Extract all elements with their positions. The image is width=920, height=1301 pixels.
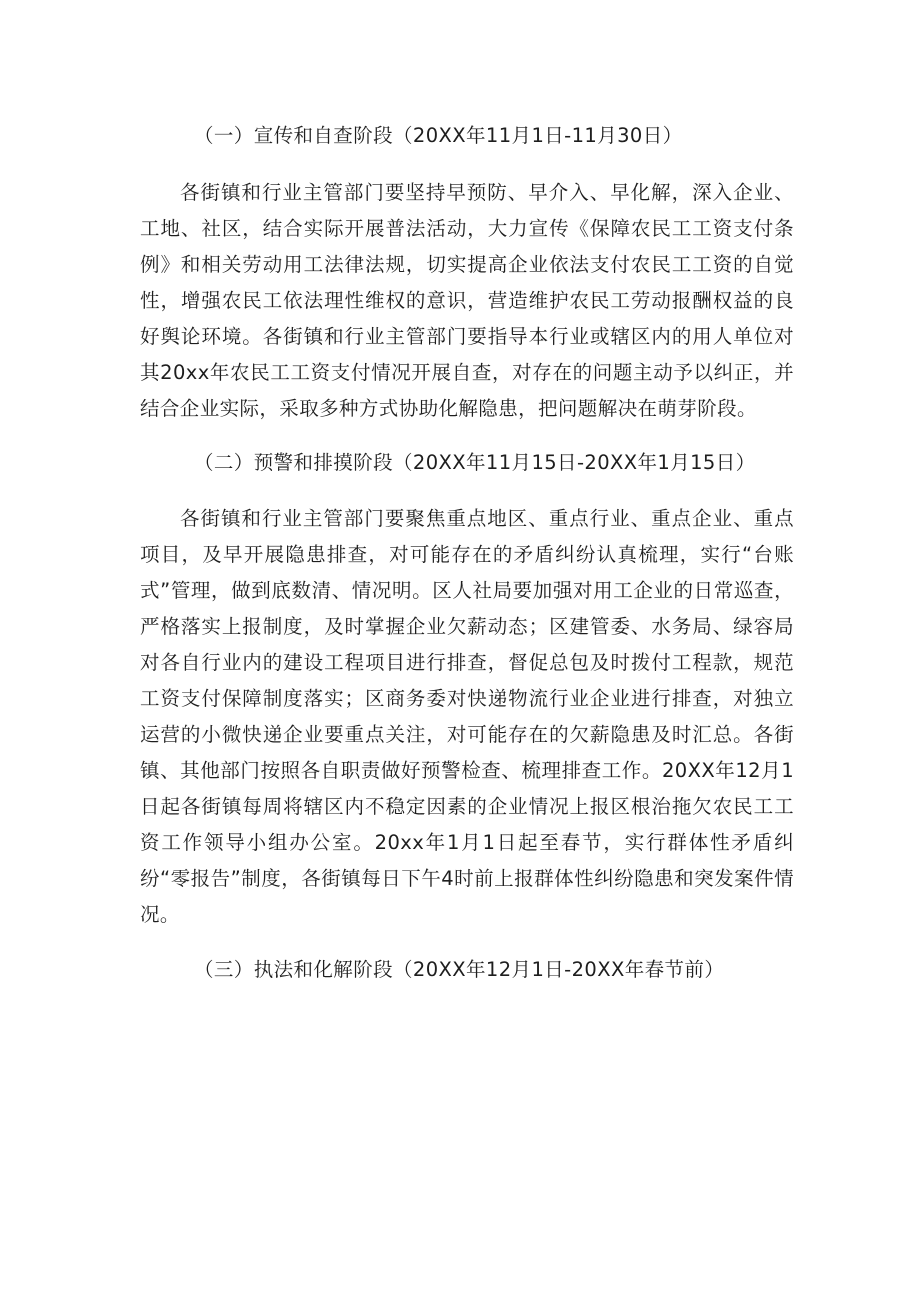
section-paragraph-2: 各街镇和行业主管部门要聚焦重点地区、重点行业、重点企业、重点项目，及早开展隐患排查，对可能存在的矛盾纠纷认真梳理，实行“台账式”管理，做到底数清、情况明。区人社局要加强对用工企业的日常巡查，严格落实上报制度，及时掌握企业欠薪动态；区建管委、水务局、绿容局对各自行业内的建设工程项目进行排查，督促总包及时拨付工程款，规范工资支付保障制度落实；区商务委对快递物流行业企业进行排查，对独立运营的小微快递企业要重点关注，对可能存在的欠薪隐患及时汇总。各街镇、其他部门按照各自职责做好预警检查、梳理排查工作。20XX年12月1日起各街镇每周将辖区内不稳定因素的企业情况上报区根治拖欠农民工工资工作领导小组办公室。20xx年1月1日起至春节，实行群体性矛盾纠纷“零报告”制度，各街镇每日下午4时前上报群体性纠纷隐患和突发案件情况。 bbox=[140, 507, 794, 926]
section-paragraph-1: 各街镇和行业主管部门要坚持早预防、早介入、早化解，深入企业、工地、社区，结合实际开展普法活动，大力宣传《保障农民工工资支付条例》和相关劳动用工法律法规，切实提高企业依法支付农民工工资的自觉性，增强农民工依法理性维权的意识，营造维护农民工劳动报酬权益的良好舆论环境。各街镇和行业主管部门要指导本行业或辖区内的用人单位对其20xx年农民工工资支付情况开展自查，对存在的问题主动予以纠正，并结合企业实际，采取多种方式协助化解隐患，把问题解决在萌芽阶段。 bbox=[140, 181, 794, 420]
document-body bbox=[140, 118, 794, 988]
section-heading-1: （一）宣传和自查阶段（20XX年11月1日-11月30日） bbox=[194, 124, 683, 147]
section-heading-3: （三）执法和化解阶段（20XX年12月1日-20XX年春节前） bbox=[194, 958, 725, 981]
section-heading-2: （二）预警和排摸阶段（20XX年11月15日-20XX年1月15日） bbox=[194, 451, 756, 474]
